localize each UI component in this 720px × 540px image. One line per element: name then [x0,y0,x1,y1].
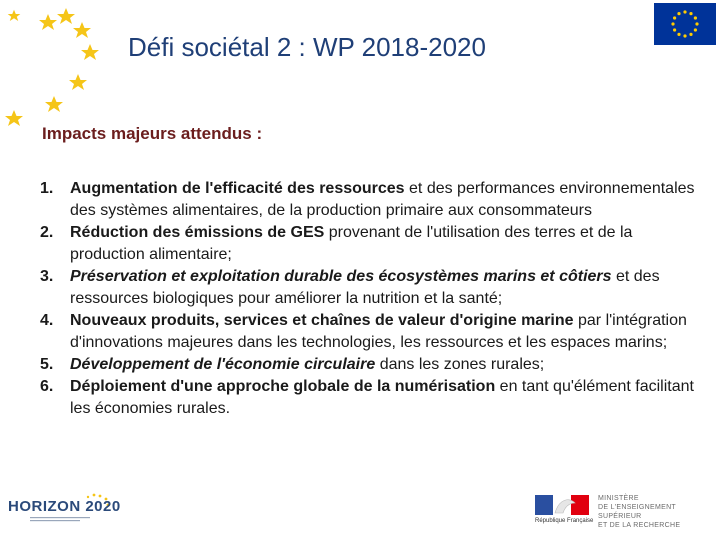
list-item [40,376,710,420]
list-item [40,222,710,266]
star-icon [81,44,99,60]
item-emphasis: Développement de l'économie circulaire [70,356,376,373]
eu-star-icon [677,33,680,36]
item-emphasis: Augmentation de l'efficacité des ressources [70,180,405,197]
ministry-line: ET DE LA RECHERCHE [598,522,681,529]
item-emphasis: Déploiement d'une approche globale de la numérisation [70,378,496,395]
star-icon [39,14,57,30]
ministry-name [598,494,720,530]
item-text: par l'intégration d'innovations majeures dans les technologies, les ressources et les espaces marins; [70,312,687,351]
star-icon [73,22,91,38]
star-icon [5,110,23,126]
item-text: en tant qu'élément facilitant les économies rurales. [70,378,694,417]
impacts-list [40,178,710,420]
item-text: dans les zones rurales; [375,356,545,373]
slide-title: Défi sociétal 2 : WP 2018-2020 [128,32,486,62]
list-item [40,266,710,310]
eu-star-icon [673,16,676,19]
item-emphasis: Préservation et exploitation durable des écosystèmes marins et côtiers [70,268,612,285]
eu-star-icon [683,34,686,37]
eu-star-icon [689,33,692,36]
item-number: 1. [40,180,54,197]
list-item [40,354,710,376]
item-emphasis: Nouveaux produits, services et chaînes de valeur d'origine marine [70,312,574,329]
decorative-stars [0,0,110,130]
item-number: 3. [40,268,54,285]
item-text: provenant de l'utilisation des terres et de la production alimentaire; [70,224,633,263]
item-number: 2. [40,224,54,241]
eu-star-icon [695,22,698,25]
republic-caption: République Française [535,518,594,524]
ministry-line: DE L'ENSEIGNEMENT SUPÉRIEUR [598,504,676,520]
eu-star-icon [673,28,676,31]
item-number: 4. [40,312,54,329]
star-icon [57,8,75,24]
impacts-heading: Impacts majeurs attendus : [42,124,263,143]
horizon-2020-tagline [30,515,110,525]
item-number: 6. [40,378,54,395]
item-emphasis: Réduction des émissions de GES [70,224,325,241]
eu-star-icon [694,28,697,31]
eu-star-icon [694,16,697,19]
eu-star-icon [689,12,692,15]
star-icon [8,10,21,21]
item-text: et des ressources biologiques pour améliorer la nutrition et la santé; [70,268,660,307]
list-item [40,310,710,354]
item-number: 5. [40,356,54,373]
horizon-2020-wordmark: HORIZON 2020 [8,498,121,515]
ministry-line: MINISTÈRE [598,495,639,502]
eu-star-icon [683,10,686,13]
star-icon [45,96,63,112]
eu-flag-icon [654,3,716,45]
eu-star-icon [677,12,680,15]
eu-star-icon [671,22,674,25]
star-icon [69,74,87,90]
item-text: et des performances environnementales des systèmes alimentaires, de la production primaire aux consommateurs [70,180,695,219]
list-item [40,178,710,222]
